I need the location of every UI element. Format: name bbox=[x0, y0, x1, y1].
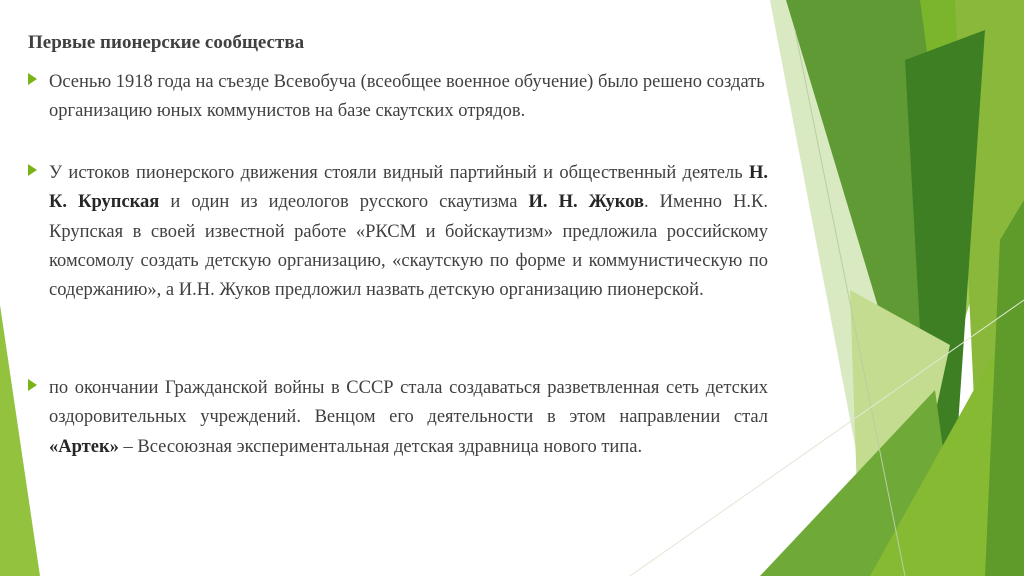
triangle-arrow-icon bbox=[28, 379, 37, 391]
bullet-2-text-part-2: и один из идеологов русского скаутизма bbox=[159, 192, 529, 213]
bullet-item-2 bbox=[28, 159, 768, 305]
bullet-text-1: Осенью 1918 года на съезде Всевобуча (всеобщее военное обучение) было решено создать организацию юных коммунистов на базе скаутских отрядов. bbox=[49, 72, 765, 122]
bullet-item-1 bbox=[28, 68, 768, 127]
bullet-2-text-part-3: . Именно Н.К. Крупская в своей известной работе «РКСМ и бойскаутизм» предложила российскому комсомолу создать детскую организацию, «скаутскую по форме и коммунистическую по содержанию», а И.Н. Жуков предложил назвать детскую организацию пионерской. bbox=[49, 192, 769, 301]
bullet-item-3 bbox=[28, 374, 768, 462]
slide-title: Первые пионерские сообщества bbox=[28, 32, 305, 53]
bold-name-zhukov: И. Н. Жуков bbox=[528, 192, 644, 213]
bold-name-artek: «Артек» bbox=[49, 436, 119, 457]
bullet-3-text-part-2: – Всесоюзная экспериментальная детская здравница нового типа. bbox=[118, 436, 643, 457]
triangle-arrow-icon bbox=[28, 164, 37, 176]
bullet-text-2 bbox=[49, 159, 768, 305]
bold-name-krupskaya: Н. К. Крупская bbox=[49, 163, 768, 213]
bullet-3-text-part-1: по окончании Гражданской войны в СССР стала создаваться разветвленная сеть детских оздоровительных учреждений. Венцом его деятельности в этом направлении стал bbox=[49, 378, 768, 428]
bullet-2-text-part-1: У истоков пионерского движения стояли видный партийный и общественный деятель bbox=[49, 163, 749, 183]
bullet-text-3 bbox=[49, 374, 768, 462]
triangle-arrow-icon bbox=[28, 73, 37, 85]
